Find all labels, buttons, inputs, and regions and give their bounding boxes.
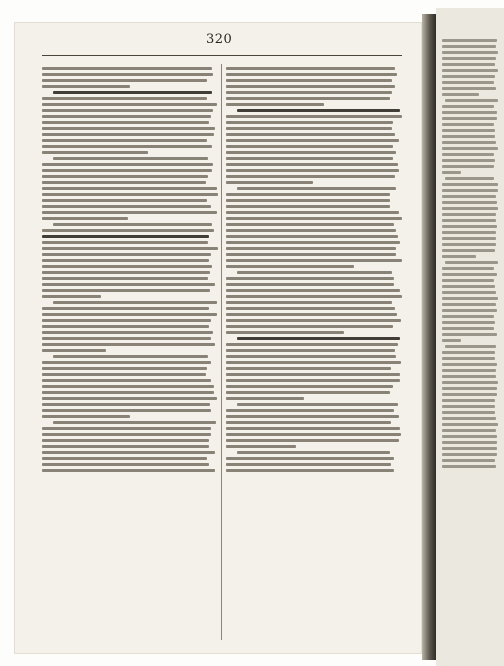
- text-line: [42, 121, 209, 124]
- text-line: [42, 385, 214, 388]
- text-line: [442, 447, 497, 450]
- text-line: [226, 313, 397, 316]
- text-line: [42, 283, 215, 286]
- text-line: [226, 145, 393, 148]
- text-line: [226, 133, 395, 136]
- text-line: [442, 363, 497, 366]
- text-line: [442, 165, 494, 168]
- text-line: [442, 423, 498, 426]
- text-line: [445, 261, 498, 264]
- text-line: [226, 217, 402, 220]
- text-line: [226, 367, 391, 370]
- text-line: [42, 361, 211, 364]
- text-line: [442, 267, 494, 270]
- text-line: [226, 427, 400, 430]
- text-line: [442, 441, 497, 444]
- text-line: [442, 213, 496, 216]
- text-line: [42, 319, 211, 322]
- text-line: [237, 271, 392, 274]
- text-line: [42, 451, 215, 454]
- text-line: [226, 283, 394, 286]
- text-line: [42, 109, 213, 112]
- text-line: [442, 393, 497, 396]
- text-line: [42, 139, 207, 142]
- text-line: [442, 39, 497, 42]
- text-line: [226, 151, 396, 154]
- text-line: [442, 189, 498, 192]
- adjacent-page-edge: [436, 8, 504, 666]
- text-line: [226, 307, 395, 310]
- text-line: [226, 439, 399, 442]
- text-line: [442, 57, 496, 60]
- text-line: [226, 157, 393, 160]
- text-line: [226, 361, 401, 364]
- text-line: [42, 187, 217, 190]
- text-line: [442, 249, 495, 252]
- text-line: [42, 259, 209, 262]
- text-line: [42, 337, 211, 340]
- text-line: [226, 79, 392, 82]
- text-line: [53, 223, 213, 226]
- text-line: [442, 141, 496, 144]
- text-line: [442, 93, 479, 96]
- text-line: [442, 303, 496, 306]
- text-line: [445, 345, 496, 348]
- text-line: [226, 457, 394, 460]
- text-line: [442, 63, 495, 66]
- text-line: [226, 97, 390, 100]
- text-line: [226, 163, 398, 166]
- text-line: [442, 171, 461, 174]
- text-line: [237, 337, 400, 340]
- text-line: [442, 453, 497, 456]
- text-line: [42, 205, 211, 208]
- text-line: [226, 325, 393, 328]
- text-line: [42, 163, 213, 166]
- text-line: [442, 279, 494, 282]
- text-line: [42, 439, 209, 442]
- text-line: [442, 183, 498, 186]
- text-line: [442, 45, 496, 48]
- text-line: [226, 343, 398, 346]
- text-line: [226, 265, 354, 268]
- text-line: [442, 147, 498, 150]
- text-line: [42, 457, 207, 460]
- text-line: [442, 417, 496, 420]
- text-line: [226, 259, 402, 262]
- text-line: [42, 151, 148, 154]
- text-line: [442, 201, 497, 204]
- text-line: [442, 153, 494, 156]
- text-line: [226, 235, 398, 238]
- text-line: [226, 373, 400, 376]
- text-line: [226, 199, 390, 202]
- text-line: [42, 253, 211, 256]
- text-line: [442, 405, 495, 408]
- text-line: [442, 117, 497, 120]
- text-line: [226, 85, 395, 88]
- column-divider: [221, 64, 222, 640]
- text-line: [42, 295, 101, 298]
- text-line: [42, 211, 217, 214]
- text-line: [445, 99, 497, 102]
- text-line: [226, 103, 324, 106]
- text-line: [42, 181, 206, 184]
- text-column-left: [42, 64, 218, 642]
- text-line: [42, 463, 209, 466]
- text-line: [442, 135, 495, 138]
- text-line: [442, 357, 495, 360]
- text-line: [226, 349, 395, 352]
- text-line: [53, 157, 208, 160]
- text-line: [42, 247, 218, 250]
- text-line: [442, 435, 497, 438]
- text-line: [442, 375, 496, 378]
- text-line: [442, 351, 495, 354]
- text-line: [226, 73, 397, 76]
- text-line: [42, 277, 208, 280]
- text-line: [442, 75, 495, 78]
- text-line: [226, 319, 401, 322]
- text-line: [442, 381, 498, 384]
- text-line: [226, 115, 402, 118]
- text-line: [42, 403, 210, 406]
- text-line: [442, 243, 496, 246]
- text-line: [237, 109, 401, 112]
- text-line: [226, 175, 395, 178]
- text-line: [226, 445, 296, 448]
- text-line: [226, 463, 391, 466]
- text-line: [442, 207, 498, 210]
- text-line: [226, 295, 402, 298]
- text-line: [42, 199, 207, 202]
- text-line: [42, 127, 215, 130]
- text-line: [442, 339, 461, 342]
- text-line: [442, 459, 495, 462]
- text-line: [226, 211, 399, 214]
- text-line: [226, 331, 344, 334]
- text-line: [42, 73, 213, 76]
- text-line: [42, 415, 130, 418]
- text-line: [445, 177, 494, 180]
- text-line: [42, 271, 210, 274]
- newspaper-page: [14, 22, 422, 654]
- text-line: [226, 91, 392, 94]
- text-line: [42, 265, 212, 268]
- text-line: [237, 403, 399, 406]
- text-line: [442, 309, 497, 312]
- text-line: [442, 429, 496, 432]
- text-line: [442, 195, 496, 198]
- text-line: [226, 301, 392, 304]
- text-line: [42, 145, 212, 148]
- text-line: [42, 409, 211, 412]
- text-line: [442, 129, 495, 132]
- text-line: [442, 315, 494, 318]
- text-line: [42, 379, 211, 382]
- text-line: [42, 133, 214, 136]
- text-line: [42, 103, 217, 106]
- text-line: [226, 67, 395, 70]
- text-line: [442, 87, 496, 90]
- text-line: [42, 331, 213, 334]
- text-line: [226, 247, 396, 250]
- text-line: [442, 105, 494, 108]
- text-line: [42, 373, 206, 376]
- text-line: [226, 139, 399, 142]
- text-line: [226, 355, 396, 358]
- text-line: [42, 433, 211, 436]
- text-line: [442, 297, 498, 300]
- text-line: [226, 385, 393, 388]
- text-line: [226, 193, 390, 196]
- text-line: [42, 325, 209, 328]
- text-line: [442, 321, 495, 324]
- text-line: [442, 399, 495, 402]
- text-line: [53, 421, 216, 424]
- text-line: [42, 193, 218, 196]
- text-line: [226, 127, 392, 130]
- text-line: [226, 277, 394, 280]
- text-line: [42, 397, 217, 400]
- text-line: [53, 91, 212, 94]
- header-rule: [42, 55, 402, 56]
- text-line: [53, 355, 209, 358]
- text-line: [442, 327, 494, 330]
- text-line: [226, 433, 401, 436]
- adjacent-page-text: [442, 36, 498, 471]
- text-line: [442, 69, 498, 72]
- text-line: [42, 97, 207, 100]
- text-line: [42, 229, 214, 232]
- text-line: [442, 285, 495, 288]
- text-line: [42, 445, 209, 448]
- page-number: 320: [206, 32, 233, 47]
- text-line: [42, 289, 210, 292]
- text-line: [226, 205, 390, 208]
- text-line: [442, 465, 496, 468]
- text-line: [226, 379, 400, 382]
- text-line: [42, 307, 209, 310]
- text-line: [442, 411, 495, 414]
- text-line: [237, 451, 391, 454]
- text-line: [42, 469, 215, 472]
- text-line: [442, 81, 494, 84]
- text-line: [53, 301, 218, 304]
- text-line: [42, 217, 128, 220]
- text-line: [42, 169, 212, 172]
- text-line: [226, 121, 393, 124]
- text-line: [442, 237, 496, 240]
- text-line: [42, 67, 212, 70]
- text-line: [442, 387, 497, 390]
- text-line: [42, 235, 209, 238]
- text-line: [226, 223, 394, 226]
- text-line: [442, 219, 496, 222]
- text-line: [442, 333, 497, 336]
- text-line: [226, 397, 304, 400]
- text-line: [226, 409, 394, 412]
- text-line: [42, 313, 217, 316]
- text-line: [226, 391, 390, 394]
- text-line: [442, 231, 496, 234]
- text-line: [42, 349, 106, 352]
- text-line: [442, 111, 497, 114]
- binding-gutter: [422, 14, 436, 660]
- text-line: [42, 391, 214, 394]
- text-line: [237, 187, 397, 190]
- text-line: [42, 241, 208, 244]
- text-line: [442, 225, 497, 228]
- text-line: [226, 421, 391, 424]
- text-line: [226, 253, 396, 256]
- text-line: [226, 169, 399, 172]
- text-line: [226, 241, 400, 244]
- text-line: [42, 343, 215, 346]
- text-line: [42, 427, 211, 430]
- text-line: [42, 175, 208, 178]
- text-column-right: [226, 64, 402, 642]
- text-line: [442, 123, 494, 126]
- text-line: [226, 415, 399, 418]
- text-line: [226, 289, 400, 292]
- text-line: [442, 255, 476, 258]
- text-line: [442, 159, 495, 162]
- text-line: [42, 79, 207, 82]
- text-line: [42, 115, 211, 118]
- text-line: [42, 367, 207, 370]
- text-line: [442, 291, 496, 294]
- text-line: [442, 273, 497, 276]
- text-line: [226, 181, 313, 184]
- text-line: [442, 369, 496, 372]
- text-line: [226, 229, 396, 232]
- text-line: [442, 51, 498, 54]
- text-line: [42, 85, 130, 88]
- text-line: [226, 469, 394, 472]
